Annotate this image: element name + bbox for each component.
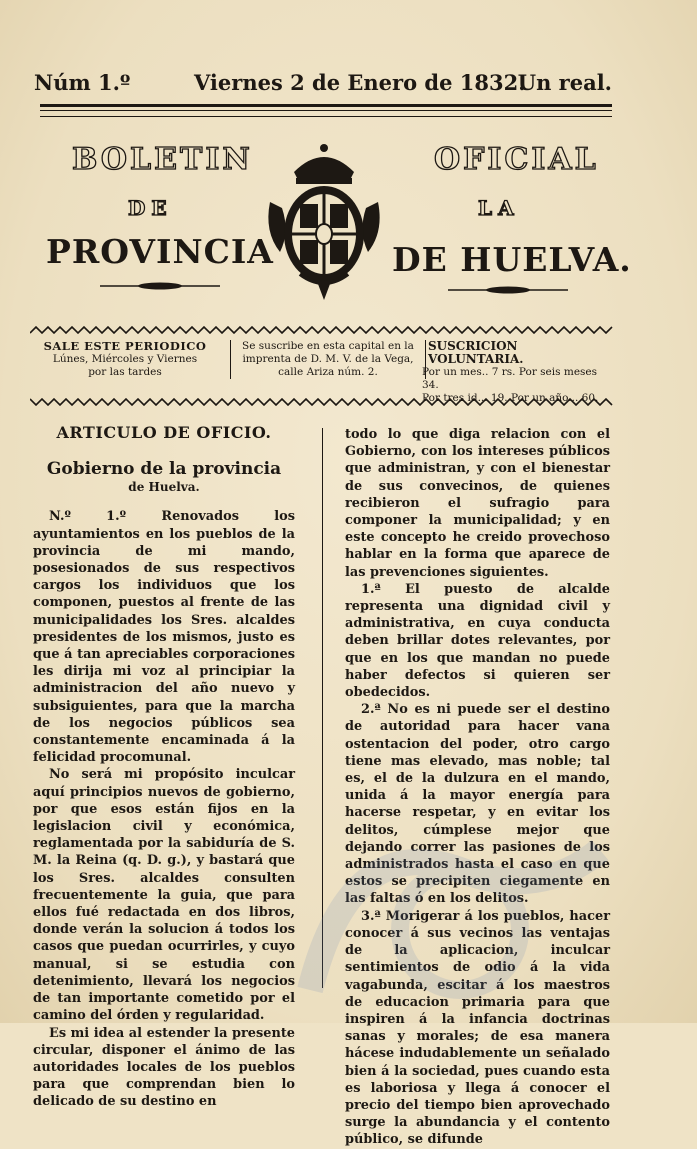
box3-line2: Por un mes.. 7 rs. Por seis meses 34. — [422, 366, 598, 391]
article-column-1 — [33, 422, 295, 1111]
publication-days-box — [30, 340, 220, 379]
zigzag-border-icon — [30, 326, 614, 334]
masthead-provincia: PROVINCIA — [46, 232, 274, 271]
zigzag-border-icon — [30, 398, 614, 406]
box1-title: SALE ESTE PERIODICO — [43, 339, 207, 353]
article-column-2 — [345, 426, 610, 1149]
ornament-right-icon — [448, 284, 568, 296]
subscription-prices-box — [422, 340, 608, 405]
library-watermark-icon — [290, 810, 620, 1010]
box2-line1: Se suscribe en esta capital en la — [242, 340, 414, 352]
box1-time: por las tardes — [88, 366, 162, 378]
box2-line3: calle Ariza núm. 2. — [278, 366, 378, 378]
issue-header — [32, 70, 612, 102]
article-subtitle: de Huelva. — [128, 480, 200, 495]
box1-days: Lúnes, Miércoles y Viernes — [52, 353, 198, 365]
ornament-left-icon — [100, 280, 220, 292]
article-title: Gobierno de la provincia — [46, 459, 282, 480]
paragraph: No será mi propósito inculcar aquí principios nuevos de gobierno, por que esos están fijos en la legislacion civil y económica, reglamentada por la sabiduría de S. M. la Reina (q. D. g.), y bastará que los Sres. alcaldes consulten frecuentemente la guia, que para ellos fué redactada en dos libros, donde verán la solucion á todos los casos que puedan ocurrirles, y cuyo manual, si se estudia con detenimiento, llevará los negocios de tan importante cometido por el camino del órden y regularidad. — [33, 767, 295, 1024]
box3-line3: Por tres id... 19. Por un año... 60. — [422, 392, 599, 404]
paragraph: 3.ª Morigerar á los pueblos, hacer conocer á sus vecinos las ventajas de la aplicacion, inculcar sentimientos de odio á la vida vagabunda, escitar á los maestros de educacion primaria para que inspiren á la infancia doctrinas sanas y morales; de esa manera hácese indudablemente un señalado bien á la sociedad, pues cuando esta es laboriosa y llega á conocer el precio del tiempo bien aprovechado surge la abundancia y el contento público, se difunde — [345, 908, 610, 1148]
issue-date: Viernes 2 de Enero de 1832. — [194, 70, 526, 95]
header-rule — [40, 116, 612, 117]
royal-coat-of-arms-icon — [260, 142, 388, 302]
issue-number: Núm 1.º — [34, 70, 131, 95]
paragraph: 1.ª El puesto de alcalde representa una dignidad civil y administrativa, en cuya conducta deben brillar dotes relevantes, por que en los que mandan no puede haber defectos si quieren ser obedecidos. — [345, 581, 610, 701]
header-rule — [40, 110, 612, 111]
paragraph: todo lo que diga relacion con el Gobierno, con los intereses públicos que administran, y con el bienestar de sus convecinos, de quienes recibieron el sufragio para componer la municipalidad; y en este concepto he creido provechoso hablar en la forma que aparece de las prevenciones siguientes. — [345, 427, 610, 580]
box3-title: SUSCRICION VOLUNTARIA. — [428, 339, 524, 366]
masthead-oficial: OFICIAL — [434, 142, 599, 177]
paragraph: Es mi idea al estender la presente circular, disponer el ánimo de las autoridades locales de los pueblos para que comprendan bien lo delicado de su destino en — [33, 1025, 295, 1110]
paragraph: 2.ª No es ni puede ser el destino de autoridad para hacer vana ostentacion del poder, otro cargo tiene mas elevado, mas noble; tal es, el de la dulzura en el mando, unida á la mayor energía para hacerse respetar, y en evitar los delitos, cúmplese mejor que dejando correr las pasiones de los administrados hasta el caso en que estos se precipiten ciegamente en las faltas ó en los delitos. — [345, 702, 610, 907]
paragraph: N.º 1.º Renovados los ayuntamientos en los pueblos de la provincia de mi mando, posesionados de sus respectivos cargos los individuos que los componen, puestos al frente de las municipalidades los Sres. alcaldes presidentes de los mismos, justo es que á tan apreciables corporaciones les dirija mi voz al principiar la administracion del año nuevo y subsiguientes, para que la marcha de los negocios públicos sea constantemente encaminada á la felicidad procomunal. — [33, 509, 295, 766]
box2-line2: imprenta de D. M. V. de la Vega, — [242, 353, 414, 365]
masthead-boletin: BOLETIN — [72, 142, 253, 177]
header-rule — [40, 104, 612, 107]
section-heading: ARTICULO DE OFICIO. — [56, 423, 272, 442]
masthead-huelva: DE HUELVA. — [392, 240, 632, 279]
masthead-la: LA — [478, 196, 520, 220]
subscription-band — [30, 326, 614, 408]
masthead-de: DE — [128, 196, 173, 220]
issue-price: Un real. — [517, 70, 612, 95]
subscription-location-box — [230, 340, 426, 379]
